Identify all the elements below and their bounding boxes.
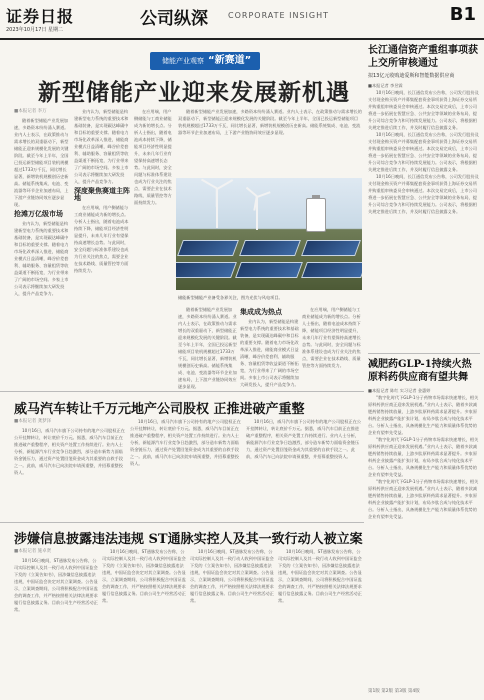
right-subhead-1: 拟13亿元收购迪爱斯和智能数据供应商 [368, 73, 455, 79]
dateline: 2023年10月17日 星期二 [6, 27, 64, 33]
battery-icon [306, 198, 326, 232]
article-2-column-2 [130, 418, 242, 518]
feature-subhead-1: 抢滩万亿级市场 [14, 210, 63, 218]
feature-column-2 [74, 108, 130, 390]
right-body-2c: “数字化时代下GLP-1分子药物市场需求快速增长，相关原料药供应商正迎来发展机遇。”业内人士表示，随着多款减肥药销售持续放量，上游多肽原料药需求显著提升。多家原料药企业披露产能扩张计划，布局多肽合成与纯化技术平台。分析人士指出，具备规模化生产能力和质量体系优势的企业有望率先受益。 [368, 479, 479, 519]
page-number: B1 [449, 4, 476, 25]
feature-byline: ■本报记者 李万 [14, 109, 47, 114]
photo-caption: 储能新型储能产业备受各界关注，图为光伏与风电项目。 [178, 295, 283, 300]
newspaper-logo: 证券日报 [6, 7, 75, 26]
right-headline-2: 减肥药GLP-1持续火热原料药供应商有望共舞 [368, 359, 472, 383]
feature-tag-main: “新赛道” [208, 55, 252, 66]
right-column [368, 44, 480, 700]
right-body-2 [368, 394, 480, 694]
right-body-2b: “数字化时代下GLP-1分子药物市场需求快速增长，相关原料药供应商正迎来发展机遇。”业内人士表示，随着多款减肥药销售持续放量，上游多肽原料药需求显著提升。多家原料药企业披露产能扩张计划，布局多肽合成与纯化技术平台。分析人士指出，具备规模化生产能力和质量体系优势的企业有望率先受益。 [368, 437, 479, 477]
article-3-body-b: 10月16日晚间，ST通脉发布公告称，公司实际控制人及其一致行动人收到中国证监会下发的《立案告知书》，因涉嫌信息披露违法违规，中国证监会决定对其立案调查。公告显示，立案调查期间，公司将积极配合中国证监会的调查工作，并严格按照相关法律法规要求履行信息披露义务。目前公司生产经营活动正常。 [102, 549, 186, 603]
divider [368, 353, 480, 354]
feature-tag-prefix: 储能产业观察 [162, 57, 204, 65]
divider [0, 522, 364, 523]
article-3-headline: 涉嫌信息披露违法违规 ST通脉实控人及其一致行动人被立案 [14, 532, 363, 547]
right-byline-2: ■本报记者 陈红 实习记者 金惠婷 [368, 388, 431, 393]
article-3-body-a: 10月16日晚间，ST通脉发布公告称，公司实际控制人及其一致行动人收到中国证监会下发的《立案告知书》，因涉嫌信息披露违法违规，中国证监会决定对其立案调查。公告显示，立案调查期间，公司将积极配合中国证监会的调查工作，并严格按照相关法律法规要求履行信息披露义务。目前公司生产经营活动正常。 [14, 558, 98, 612]
section-title-en: CORPORATE INSIGHT [228, 11, 330, 20]
solar-panel [235, 262, 303, 278]
feature-column-7 [302, 306, 362, 390]
feature-column-6 [240, 306, 300, 390]
solar-panel [301, 262, 362, 278]
feature-body-2c: 业内认为，新型储能是构建新型电力系统的重要技术和基础装备，是实现碳达峰碳中和目标的重要支撑。随着电力市场化改革深入推进，储能商业模式日益清晰，峰谷价差套利、辅助服务、容量租赁等收益渠道不断拓宽，为行业带来了广阔的市场空间。多家上市公司表示将继续加大研发投入，提升产品竞争力。 [240, 319, 299, 387]
feature-tag [150, 52, 260, 70]
article-2-column-3 [246, 418, 362, 518]
right-body-2a: “数字化时代下GLP-1分子药物市场需求快速增长，相关原料药供应商正迎来发展机遇。”业内人士表示，随着多款减肥药销售持续放量，上游多肽原料药需求显著提升。多家原料药企业披露产能扩张计划，布局多肽合成与纯化技术平台。分析人士指出，具备规模化生产能力和质量体系优势的企业有望率先受益。 [368, 395, 479, 435]
feature-column-5 [178, 306, 238, 390]
solar-wind-photo [176, 178, 362, 290]
article-3-byline: ■本报记者 施卓贤 [14, 549, 52, 554]
article-3-body-d: 10月16日晚间，ST通脉发布公告称，公司实际控制人及其一致行动人收到中国证监会下发的《立案告知书》，因涉嫌信息披露违法违规，中国证监会决定对其立案调查。公告显示，立案调查期间，公司将积极配合中国证监会的调查工作，并严格按照相关法律法规要求履行信息披露义务。目前公司生产经营活动正常。 [278, 549, 362, 603]
feature-column-1 [14, 108, 70, 390]
feature-body-1c: 随着新型储能产业发展加速，多路资本纷纷涌入赛道。业内人士表示，在政策推动与需求增长的双重驱动下，新型储能正迎来规模化发展的关键阶段。截至今年上半年，全国已投运新型储能项目装机规模超过1733万千瓦，同比增长显著，新增装机规模创历史新高。储能系统集成、电池、变流器等环节企业加速布局，上下游产业链协同效应逐步显现。 [178, 307, 237, 389]
feature-body-1: 随着新型储能产业发展加速，多路资本纷纷涌入赛道。业内人士表示，在政策推动与需求增长的双重驱动下，新型储能正迎来规模化发展的关键阶段。截至今年上半年，全国已投运新型储能项目装机规模超过1733万千瓦，同比增长显著，新增装机规模创历史新高。储能系统集成、电池、变流器等环节企业加速布局，上下游产业链协同效应逐步显现。 [14, 118, 69, 207]
feature-body-3b: 在应用端，用户侧储能与工商业储能成为新的增长点。分析人士指出，随着电池成本持续下降，储能项目经济性明显提升，未来几年行业有望保持高速增长态势。与此同时，安全问题与标准体系建设也成为行业关注的焦点，需要企业在技术路线、质量管控等方面持续发力。 [134, 109, 172, 205]
section-title: 公司纵深 [140, 9, 208, 29]
solar-panel [176, 262, 237, 278]
masthead [0, 0, 484, 40]
feature-body-1b: 随着新型储能产业发展加速，多路资本纷纷涌入赛道。业内人士表示，在政策推动与需求增长的双重驱动下，新型储能正迎来规模化发展的关键阶段。截至今年上半年，全国已投运新型储能项目装机规模超过1733万千瓦，同比增长显著，新增装机规模创历史新高。储能系统集成、电池、变流器等环节企业加速布局，上下游产业链协同效应逐步显现。 [178, 109, 362, 135]
feature-body-2b: 业内认为，新型储能是构建新型电力系统的重要技术和基础装备，是实现碳达峰碳中和目标的重要支撑。随着电力市场化改革深入推进，储能商业模式日益清晰，峰谷价差套利、辅助服务、容量租赁等收益渠道不断拓宽，为行业带来了广阔的市场空间。多家上市公司表示将继续加大研发投入，提升产品竞争力。 [74, 109, 129, 184]
feature-column-4 [178, 108, 362, 174]
article-2-body-a: 10月16日，威马汽车旗下公司持有的地产公司股权正在公开挂牌转让，转让底价千万元。据悉，威马汽车目前正在推进破产重整程序，相关资产处置工作持续进行。业内人士分析，新能源汽车行业竞争日趋激烈，部分造车新势力面临资金链压力，通过资产处置回笼资金成为其重要的自救手段之一。此前，威马汽车已向法院申请预重整，并招募重整投资人。 [14, 428, 125, 475]
right-body-1a: 10月16日晚间，长江通信发布公告称，公司发行股份及支付现金购买资产并募集配套资金事项获得上海证券交易所并购重组审核委员会审核通过。本次交易完成后，上市公司将进一步拓展在智慧应急、公共安全等领域的业务布局，提升公司综合竞争力和可持续发展能力。公司表示，将根据相关规定推进后续工作，并及时履行信息披露义务。 [368, 90, 479, 130]
feature-column-3 [134, 108, 174, 390]
right-body-1 [368, 89, 480, 349]
feature-subhead-3: 集成成为热点 [240, 308, 282, 316]
right-byline-1: ■本报记者 李昱霖 [368, 83, 403, 88]
solar-panel [177, 240, 239, 256]
right-body-1c: 10月16日晚间，长江通信发布公告称，公司发行股份及支付现金购买资产并募集配套资金事项获得上海证券交易所并购重组审核委员会审核通过。本次交易完成后，上市公司将进一步拓展在智慧应急、公共安全等领域的业务布局，提升公司综合竞争力和可持续发展能力。公司表示，将根据相关规定推进后续工作，并及时履行信息披露义务。 [368, 174, 479, 214]
feature-body-3c: 在应用端，用户侧储能与工商业储能成为新的增长点。分析人士指出，随着电池成本持续下降，储能项目经济性明显提升，未来几年行业有望保持高速增长态势。与此同时，安全问题与标准体系建设也成为行业关注的焦点，需要企业在技术路线、质量管控等方面持续发力。 [302, 307, 361, 368]
article-2-column-1 [14, 418, 126, 518]
right-body-1b: 10月16日晚间，长江通信发布公告称，公司发行股份及支付现金购买资产并募集配套资金事项获得上海证券交易所并购重组审核委员会审核通过。本次交易完成后，上市公司将进一步拓展在智慧应急、公共安全等领域的业务布局，提升公司综合竞争力和可持续发展能力。公司表示，将根据相关规定推进后续工作，并及时履行信息披露义务。 [368, 132, 479, 172]
right-headline-1: 长江通信资产重组事项获上交所审核通过 [368, 45, 478, 69]
article-3-column-4 [278, 548, 362, 696]
article-2-body-c: 10月16日，威马汽车旗下公司持有的地产公司股权正在公开挂牌转让，转让底价千万元。据悉，威马汽车目前正在推进破产重整程序，相关资产处置工作持续进行。业内人士分析，新能源汽车行业竞争日趋激烈，部分造车新势力面临资金链压力，通过资产处置回笼资金成为其重要的自救手段之一。此前，威马汽车已向法院申请预重整，并招募重整投资人。 [246, 419, 361, 459]
page-footer: 第1版 第2版 第3版 第4版 [368, 689, 420, 694]
article-2-body-b: 10月16日，威马汽车旗下公司持有的地产公司股权正在公开挂牌转让，转让底价千万元。据悉，威马汽车目前正在推进破产重整程序，相关资产处置工作持续进行。业内人士分析，新能源汽车行业竞争日趋激烈，部分造车新势力面临资金链压力，通过资产处置回笼资金成为其重要的自救手段之一。此前，威马汽车已向法院申请预重整，并招募重整投资人。 [130, 419, 241, 466]
article-3-body-c: 10月16日晚间，ST通脉发布公告称，公司实际控制人及其一致行动人收到中国证监会下发的《立案告知书》，因涉嫌信息披露违法违规，中国证监会决定对其立案调查。公告显示，立案调查期间，公司将积极配合中国证监会的调查工作，并严格按照相关法律法规要求履行信息披露义务。目前公司生产经营活动正常。 [190, 549, 274, 603]
article-2-headline: 威马汽车转让千万元地产公司股权 正推进破产重整 [14, 402, 305, 417]
feature-headline: 新型储能产业迎来发展新机遇 [38, 79, 350, 106]
article-3-column-1 [14, 548, 98, 696]
feature-article [0, 44, 364, 392]
feature-body-2: 业内认为，新型储能是构建新型电力系统的重要技术和基础装备，是实现碳达峰碳中和目标的重要支撑。随着电力市场化改革深入推进，储能商业模式日益清晰，峰谷价差套利、辅助服务、容量租赁等收益渠道不断拓宽，为行业带来了广阔的市场空间。多家上市公司表示将继续加大研发投入，提升产品竞争力。 [14, 221, 69, 296]
article-2-byline: ■本报记者 龚梦泽 [14, 419, 52, 424]
article-3-column-3 [190, 548, 274, 696]
solar-panel [239, 240, 301, 256]
feature-body-3: 在应用端，用户侧储能与工商业储能成为新的增长点。分析人士指出，随着电池成本持续下降，储能项目经济性明显提升，未来几年行业有望保持高速增长态势。与此同时，安全问题与标准体系建设也成为行业关注的焦点，需要企业在技术路线、质量管控等方面持续发力。 [74, 205, 129, 273]
article-3-column-2 [102, 548, 186, 696]
solar-panel [301, 240, 361, 256]
feature-subhead-2: 深度聚焦赛道主阵地 [74, 187, 130, 202]
